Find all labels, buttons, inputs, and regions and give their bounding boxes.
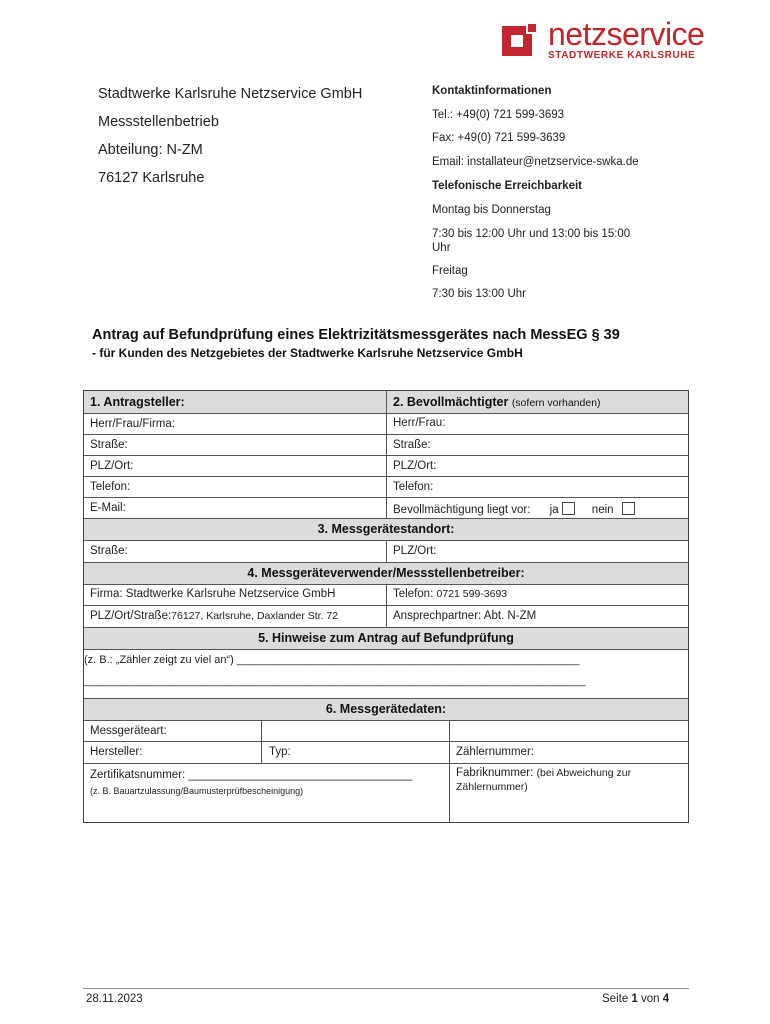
logo-mark-icon [502, 22, 538, 58]
authorization-no-checkbox[interactable] [622, 502, 635, 515]
operator-address-value: 76127, Karlsruhe, Daxlander Str. 72 [171, 610, 339, 622]
authorization-yes-checkbox[interactable] [562, 502, 575, 515]
certificate-field[interactable]: Zertifikatsnummer: ___________________________________ [90, 769, 413, 781]
agent-authorization [393, 502, 635, 516]
authorization-label: Bevollmächtigung liegt vor: [393, 504, 531, 516]
address-city: 76127 Karlsruhe [98, 170, 205, 186]
contact-phone: Tel.: +49(0) 721 599-3693 [432, 109, 565, 121]
page-total: 4 [662, 993, 670, 1005]
hours-time-2: 7:30 bis 13:00 Uhr [432, 288, 526, 300]
contact-email: Email: installateur@netzservice-swka.de [432, 156, 639, 168]
page-prefix: Seite [602, 993, 629, 1005]
agent-name-field[interactable]: Herr/Frau: [393, 417, 446, 429]
section-1-header: 1. Antragsteller: [90, 395, 185, 409]
form-title: Antrag auf Befundprüfung eines Elektrizitätsmessgerätes nach MessEG § 39 [92, 327, 620, 343]
footer-date: 28.11.2023 [86, 993, 143, 1005]
agent-street-field[interactable]: Straße: [393, 439, 431, 451]
operator-company-value: Stadtwerke Karlsruhe Netzservice GmbH [125, 588, 336, 600]
factory-number-note-1: (bei Abweichung zur [536, 767, 632, 779]
agent-city-field[interactable]: PLZ/Ort: [393, 460, 437, 472]
authorization-no-label: nein [591, 504, 614, 516]
section-2-title: 2. Bevollmächtigter [393, 395, 509, 409]
logo-subtitle: STADTWERKE KARLSRUHE [548, 50, 696, 61]
remarks-line-2[interactable]: __________________________________________________________________________________ [84, 675, 586, 687]
form-subtitle: - für Kunden des Netzgebietes der Stadtwerke Karlsruhe Netzservice GmbH [92, 346, 523, 360]
operator-phone-value: 0721 599-3693 [436, 588, 508, 600]
hours-days-1: Montag bis Donnerstag [432, 204, 551, 216]
operator-contact-value: Abt. N-ZM [483, 610, 537, 622]
applicant-phone-field[interactable]: Telefon: [90, 481, 131, 493]
operator-company-label: Firma: [90, 588, 123, 600]
meter-number-field[interactable]: Zählernummer: [456, 746, 534, 758]
operator-address [90, 610, 338, 622]
manufacturer-field[interactable]: Hersteller: [90, 746, 143, 758]
certificate-note: (z. B. Bauartzulassung/Baumusterprüfbescheinigung) [90, 786, 304, 796]
remarks-line-1[interactable]: (z. B.: „Zähler zeigt zu viel an“) ________________________________________________________ [84, 654, 580, 666]
section-6-header: 6. Messgerätedaten: [325, 702, 447, 716]
operator-phone [393, 588, 507, 600]
factory-number-label: Fabriknummer: [456, 767, 534, 779]
address-division: Abteilung: N-ZM [98, 142, 203, 158]
section-5-header: 5. Hinweise zum Antrag auf Befundprüfung [258, 631, 514, 645]
contact-heading: Kontaktinformationen [432, 85, 552, 97]
applicant-street-field[interactable]: Straße: [90, 439, 128, 451]
applicant-email-field[interactable]: E-Mail: [90, 502, 126, 514]
page-mid: von [641, 993, 660, 1005]
contact-fax: Fax: +49(0) 721 599-3639 [432, 132, 566, 144]
section-3-header: 3. Messgerätestandort: [317, 522, 455, 536]
operator-contact [393, 610, 536, 622]
location-city-field[interactable]: PLZ/Ort: [393, 545, 437, 557]
authorization-yes-label: ja [549, 504, 559, 516]
operator-address-label: PLZ/Ort/Straße: [90, 610, 172, 622]
section-2-note: (sofern vorhanden) [511, 397, 601, 409]
applicant-name-field[interactable]: Herr/Frau/Firma: [90, 418, 175, 430]
hours-days-2: Freitag [432, 265, 468, 277]
footer-divider [83, 988, 689, 989]
company-logo [502, 16, 738, 64]
hours-time-1a: 7:30 bis 12:00 Uhr und 13:00 bis 15:00 [432, 228, 631, 240]
reach-heading: Telefonische Erreichbarkeit [432, 180, 582, 192]
address-company: Stadtwerke Karlsruhe Netzservice GmbH [98, 86, 363, 102]
application-form [83, 390, 689, 823]
model-field[interactable]: Typ: [269, 746, 291, 758]
hours-time-1b: Uhr [432, 242, 451, 254]
section-4-header: 4. Messgeräteverwender/Messstellenbetreiber: [247, 566, 525, 580]
agent-phone-field[interactable]: Telefon: [393, 481, 434, 493]
footer-page-number [602, 993, 669, 1005]
operator-contact-label: Ansprechpartner: [393, 610, 482, 622]
section-2-header [393, 395, 601, 409]
operator-company [90, 588, 335, 600]
factory-number-note-2: Zählernummer) [456, 781, 528, 793]
operator-phone-label: Telefon: [393, 588, 434, 600]
factory-number-field[interactable] [456, 767, 631, 779]
address-department: Messstellenbetrieb [98, 114, 219, 130]
applicant-city-field[interactable]: PLZ/Ort: [90, 460, 134, 472]
page-current: 1 [631, 993, 638, 1005]
device-type-field[interactable]: Messgeräteart: [90, 725, 167, 737]
logo-wordmark: netzservice [548, 16, 705, 52]
location-street-field[interactable]: Straße: [90, 545, 128, 557]
